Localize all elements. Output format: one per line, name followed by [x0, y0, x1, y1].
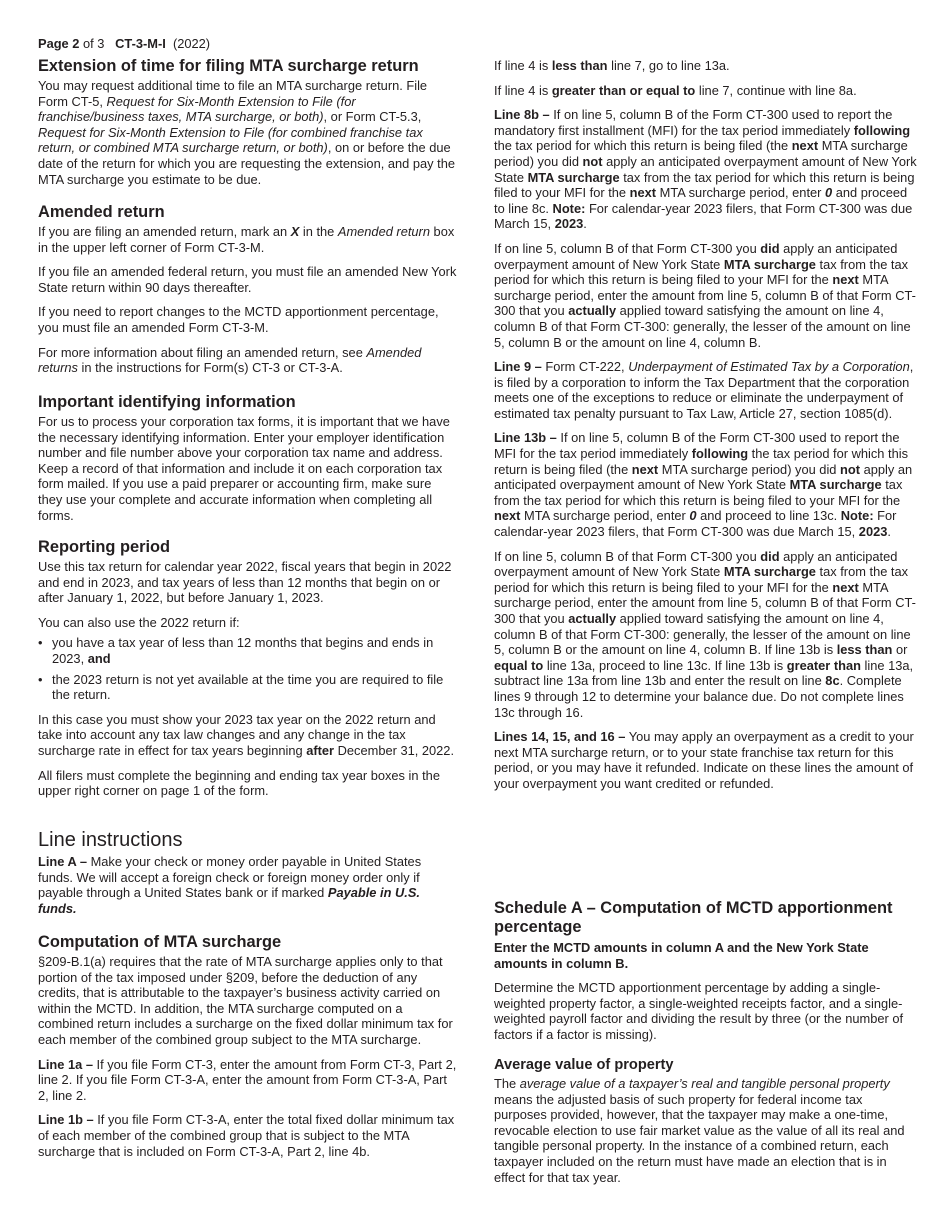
average-value-paragraph: The average value of a taxpayer’s real and tangible personal property means the adjusted basis of such property for federal income tax purposes provided, however, that the taxpayer may make a one-time, revocable election to use fair market value as the value of all its real and tangible personal property. In the instance of a combined return, each taxpayer included on the return must have made an election that is in effect for that tax year.	[494, 1076, 905, 1185]
line-a-paragraph: Line A – Make your check or money order payable in United States funds. We will accept a foreign check or foreign money order only if payable through a United States bank or if marked Payable in U.S. funds.	[38, 854, 422, 916]
line-4-section	[494, 58, 918, 792]
schedule-a-paragraph: Determine the MCTD apportionment percentage by adding a single-weighted property factor, a single-weighted receipts factor, and a single-weighted payroll factor and dividing the result by three (or the number of factors if a factor is missing).	[494, 980, 904, 1042]
reporting-paragraph-2: You can also use the 2022 return if:	[38, 614, 240, 630]
line-13b-paragraph-1: Line 13b – If on line 5, column B of the Form CT-300 used to report the MFI for the tax period immediately following the tax period for which this return is being filed (the next MTA surcharge period) you did not apply an anticipated overpayment amount of New York State MTA surcharge tax from the tax period for which this return is being filed to your MFI for the next MTA surcharge period, enter 0 and proceed to line 13c. Note: For calendar-year 2023 filers, that Form CT-300 was due March 15, 2023.	[494, 430, 913, 540]
page-header	[38, 36, 210, 51]
line-instructions-section	[38, 829, 458, 916]
reporting-bullet-1: • you have a tax year of less than 12 months that begins and ends in 2023, and	[38, 635, 458, 666]
line-9-paragraph: Line 9 – Form CT-222, Underpayment of Estimated Tax by a Corporation, is filed by a corporation to inform the Tax Department that the corporation meets one of the exceptions to reduce or eliminate the underpayment of estimated tax penalty pursuant to Tax Law, Article 27, section 1085(d).	[494, 359, 914, 421]
reporting-bullet-2: • the 2023 return is not yet available at the time you are required to file the return.	[38, 672, 458, 703]
reporting-heading: Reporting period	[38, 538, 171, 556]
extension-paragraph: You may request additional time to file an MTA surcharge return. File Form CT-5, Request for Six-Month Extension to File (for franchise/business taxes, MTA surcharge, or both), or Form CT-5.3, Request for Six-Month Extension to File (for combined franchise tax return, or combined MTA surcharge return, or both), on or before the due date of the return for which you are requesting the extension, and pay the MTA surcharge you estimate to be due.	[38, 78, 455, 187]
line-8b-paragraph-2: If on line 5, column B of that Form CT-300 you did apply an anticipated overpayment amount of New York State MTA surcharge tax from the tax period for which this return is being filed to your MFI for the next MTA surcharge period, enter the amount from line 5, column B of that Form CT-300 that you actually applied toward satisfying the amount on line 4, column B of that Form CT-300: generally, the lesser of the amount on line 5, column B or the amount on line 4, column B.	[494, 240, 916, 350]
schedule-a-heading: Schedule A – Computation of MCTD apportionment percentage	[494, 899, 893, 936]
extension-heading: Extension of time for filing MTA surcharge return	[38, 57, 419, 75]
amended-paragraph-1: If you are filing an amended return, mark an X in the Amended return box in the upper left corner of Form CT-3-M.	[38, 224, 455, 255]
average-value-heading: Average value of property	[494, 1057, 674, 1073]
line-8b-paragraph-1: Line 8b – If on line 5, column B of the Form CT-300 used to report the mandatory first installment (MFI) for the tax period immediately following the tax period for which this return is being filed (the next MTA surcharge period) you did not apply an anticipated overpayment amount of New York State MTA surcharge tax from the tax period for which this return is being filed to your MFI for the next MTA surcharge period, enter 0 and proceed to line 8c. Note: For calendar-year 2023 filers, that Form CT-300 was due March 15, 2023.	[494, 107, 917, 232]
computation-section	[38, 933, 458, 1159]
line-13b-paragraph-2: If on line 5, column B of that Form CT-300 you did apply an anticipated overpayment amount of New York State MTA surcharge tax from the tax period for which this return is being filed to your MFI for the next MTA surcharge period, enter the amount from line 5, column B of that Form CT-300 that you actually applied toward satisfying the amount on line 4, column B of that Form CT-300: generally, the lesser of the amount on line 5, column B or the amount on line 4, column B. If line 13b is less than or equal to line 13a, proceed to line 13c. If line 13b is greater than line 13a, subtract line 13a from line 13b and enter the result on line 8c. Complete lines 9 through 12 to determine your balance due. Do not complete lines 13c through 16.	[494, 548, 916, 720]
reporting-paragraph-3: In this case you must show your 2023 tax year on the 2022 return and take into account any tax law changes and any change in the tax surcharge rate in effect for tax years beginning after December 31, 2022.	[38, 711, 455, 758]
identifying-paragraph: For us to process your corporation tax forms, it is important that we have the necessary identifying information. Enter your employer identification number and file number above your corporation tax name and address. Keep a record of that information and include it on each corporation tax form mailed. If you use a paid preparer or accounting firm, make sure they use your complete and accurate information when completing all forms.	[38, 414, 450, 523]
computation-heading: Computation of MTA surcharge	[38, 933, 282, 951]
amended-paragraph-3: If you need to report changes to the MCTD apportionment percentage, you must file an amended Form CT-3-M.	[38, 304, 439, 335]
schedule-a-subheading: Enter the MCTD amounts in column A and the New York State amounts in column B.	[494, 940, 869, 971]
amended-section	[38, 203, 458, 376]
amended-paragraph-2: If you file an amended federal return, you must file an amended New York State return within 90 days thereafter.	[38, 264, 457, 295]
line-1a-paragraph: Line 1a – If you file Form CT-3, enter the amount from Form CT-3, Part 2, line 2. If you file Form CT-3-A, enter the amount from Form CT-3-A, Part 2, line 2.	[38, 1056, 457, 1103]
reporting-paragraph-4: All filers must complete the beginning and ending tax year boxes in the upper right corner on page 1 of the form.	[38, 767, 440, 799]
page-label: Page 2	[38, 36, 80, 51]
line-4-less-paragraph: If line 4 is less than line 7, go to line 13a.	[494, 58, 730, 73]
line-4-greater-paragraph: If line 4 is greater than or equal to line 7, continue with line 8a.	[494, 82, 857, 98]
identifying-section	[38, 393, 458, 523]
form-id: CT-3-M-I	[115, 36, 166, 51]
amended-heading: Amended return	[38, 203, 165, 221]
identifying-heading: Important identifying information	[38, 393, 296, 411]
lines-14-16-paragraph: Lines 14, 15, and 16 – You may apply an overpayment as a credit to your next MTA surcharge return, or to your state franchise tax return for this period, or you may have it refunded. Indicate on these lines the amount of your overpayment you want credited or refunded.	[494, 729, 914, 791]
amended-paragraph-4: For more information about filing an amended return, see Amended returns in the instructions for Form(s) CT-3 or CT-3-A.	[38, 344, 422, 376]
form-year: (2022)	[172, 36, 211, 51]
computation-paragraph: §209-B.1(a) requires that the rate of MTA surcharge applies only to that portion of the tax imposed under §209, before the deduction of any credits, that is attributable to the taxpayer’s business activity carried on within the MCTD. In addition, the MTA surcharge computed on a combined return includes a surcharge on the fixed dollar minimum tax for each member of the combined group subject to the MTA surcharge.	[38, 954, 453, 1047]
schedule-a-section	[494, 899, 918, 1043]
reporting-paragraph-1: Use this tax return for calendar year 2022, fiscal years that begin in 2022 and end in 2023, and tax years of less than 12 months that begin on or after January 1, 2022, but before January 1, 2023.	[38, 559, 452, 606]
line-instructions-heading: Line instructions	[38, 829, 183, 851]
reporting-section	[38, 538, 458, 799]
page-of: of 3	[83, 36, 105, 51]
line-1b-paragraph: Line 1b – If you file Form CT-3-A, enter the total fixed dollar minimum tax of each member of the combined group that is subject to the MTA surcharge that is included on Form CT-3-A, Part 2, line 4b.	[38, 1112, 455, 1159]
extension-section	[38, 57, 458, 187]
average-value-section	[494, 1057, 918, 1185]
